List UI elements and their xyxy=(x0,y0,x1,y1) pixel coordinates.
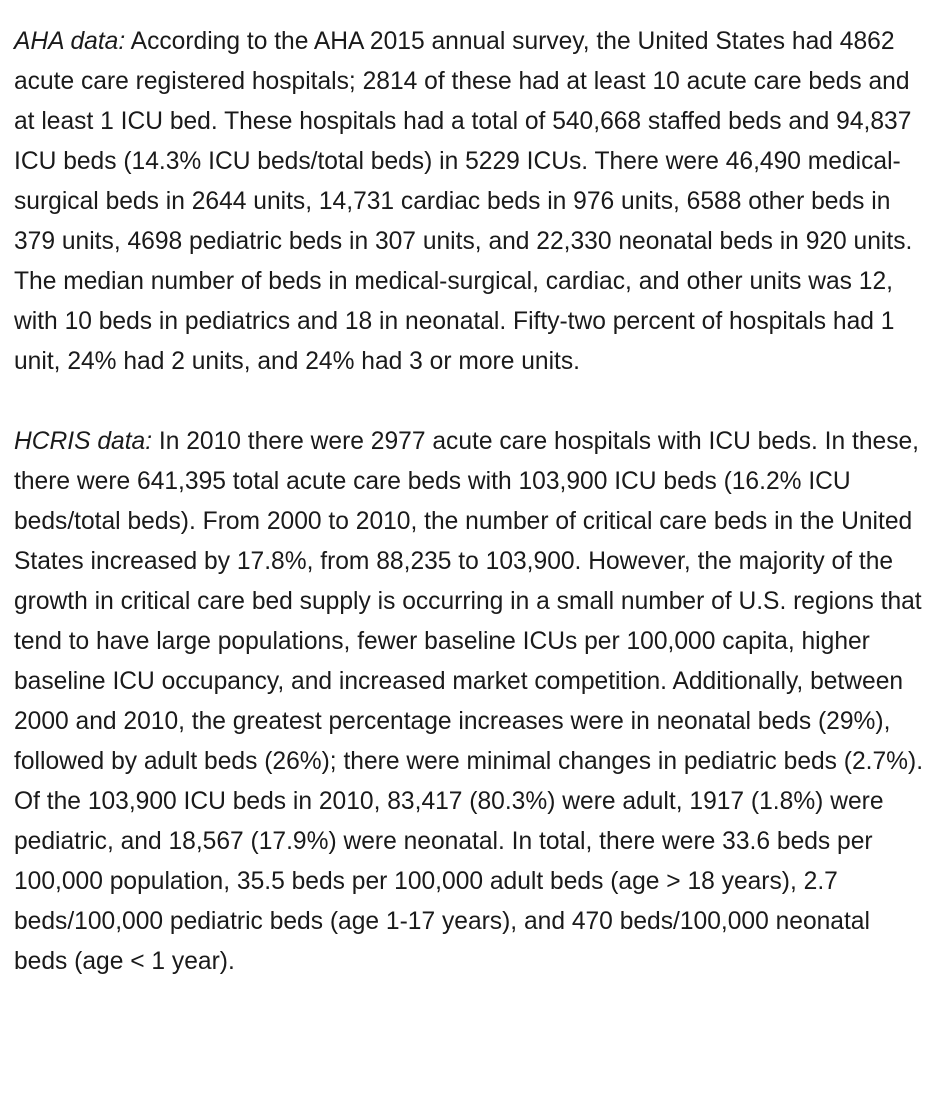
paragraph-lead: HCRIS data: xyxy=(14,428,153,455)
paragraph-body: According to the AHA 2015 annual survey, the United States had 4862 acute care registered hospitals; 2814 of these had at least 10 acute care beds and at least 1 ICU bed. These hospitals had a total of 540,668 staffed beds and 94,837 ICU beds (14.3% ICU beds/total beds) in 5229 ICUs. There were 46,490 medical-surgical beds in 2644 units, 14,731 cardiac beds in 976 units, 6588 other beds in 379 units, 4698 pediatric beds in 307 units, and 22,330 neonatal beds in 920 units. The median number of beds in medical-surgical, cardiac, and other units was 12, with 10 beds in pediatrics and 18 in neonatal. Fifty-two percent of hospitals had 1 unit, 24% had 2 units, and 24% had 3 or more units. xyxy=(14,28,913,375)
paragraph-body: In 2010 there were 2977 acute care hospitals with ICU beds. In these, there were 641,395 total acute care beds with 103,900 ICU beds (16.2% ICU beds/total beds). From 2000 to 2010, the number of critical care beds in the United States increased by 17.8%, from 88,235 to 103,900. However, the majority of the growth in critical care bed supply is occurring in a small number of U.S. regions that tend to have large populations, fewer baseline ICUs per 100,000 capita, higher baseline ICU occupancy, and increased market competition. Additionally, between 2000 and 2010, the greatest percentage increases were in neonatal beds (29%), followed by adult beds (26%); there were minimal changes in pediatric beds (2.7%). Of the 103,900 ICU beds in 2010, 83,417 (80.3%) were adult, 1917 (1.8%) were pediatric, and 18,567 (17.9%) were neonatal. In total, there were 33.6 beds per 100,000 population, 35.5 beds per 100,000 adult beds (age > 18 years), 2.7 beds/100,000 pediatric beds (age 1-17 years), and 470 beds/100,000 neonatal beds (age < 1 year). xyxy=(14,428,924,975)
aha-data-paragraph xyxy=(14,22,930,382)
paragraph-lead: AHA data: xyxy=(14,28,126,55)
hcris-data-paragraph xyxy=(14,422,930,982)
